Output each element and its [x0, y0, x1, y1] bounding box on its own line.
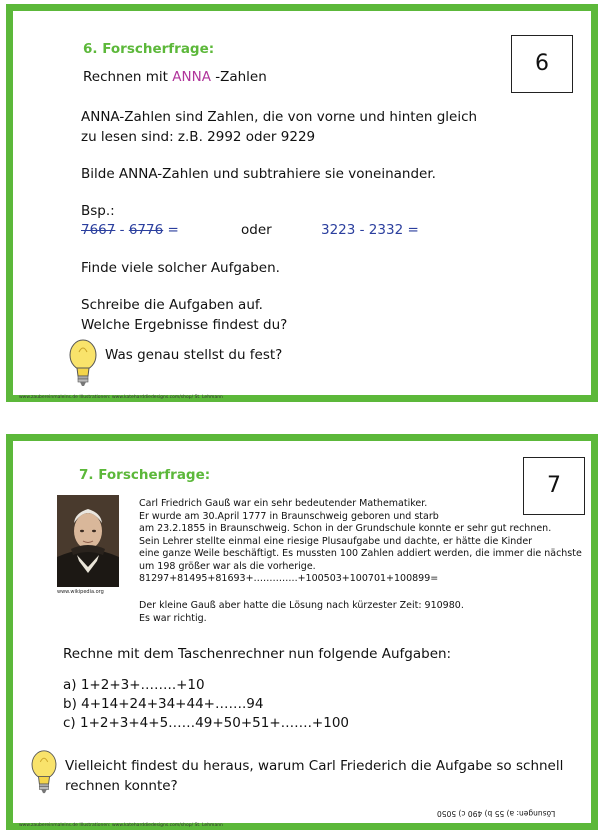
footer-credits: www.zaubereinmaleins.de Illustrationen: www.kateharddiedesigns.com/shop/ St. Lehmann [19, 823, 223, 828]
bio-line: 81297+81495+81693+…………..+100503+100701+100899= [139, 573, 439, 584]
example-1: 7667 - 6776 = [81, 222, 179, 238]
bio-correct: Es war richtig. [139, 612, 207, 624]
bio-line: Er wurde am 30.April 1777 in Braunschweig geboren und starb [139, 510, 439, 522]
question-line-1: Vielleicht findest du heraus, warum Carl Friederich die Aufgabe so schnell [65, 758, 564, 774]
task-find: Finde viele solcher Aufgaben. [81, 260, 280, 276]
task-item-a: a) 1+2+3+……..+10 [63, 677, 205, 693]
question: Was genau stellst du fest? [105, 347, 283, 363]
card-title: 7. Forscherfrage: [79, 467, 211, 483]
bio-line: Sein Lehrer stellte einmal eine riesige Plusaufgabe und dachte, er hätte die Kinder [139, 535, 533, 547]
card-title: 6. Forscherfrage: [83, 41, 215, 57]
bio-line: eine ganze Weile beschäftigt. Es mussten 100 Zahlen addiert werden, die immer die nächste [139, 548, 582, 559]
definition-line-2: zu lesen sind: z.B. 2992 oder 9229 [81, 129, 316, 145]
card-heading: Rechnen mit ANNA -Zahlen [83, 69, 267, 85]
lightbulb-icon [67, 338, 99, 388]
task-write-1: Schreibe die Aufgaben auf. [81, 297, 263, 313]
definition-line-1: ANNA-Zahlen sind Zahlen, die von vorne und hinten gleich [81, 109, 478, 125]
bio-solution: Der kleine Gauß aber hatte die Lösung nach kürzester Zeit: 910980. [139, 600, 464, 611]
question-line-2: rechnen konnte? [65, 778, 178, 794]
task-item-c: c) 1+2+3+4+5……49+50+51+…….+100 [63, 715, 350, 731]
task-write-2: Welche Ergebnisse findest du? [81, 317, 288, 333]
example-label: Bsp.: [81, 203, 115, 219]
gauss-portrait [57, 495, 119, 587]
example-or: oder [241, 222, 272, 238]
footer-credits: www.zaubereinmaleins.de Illustrationen: www.kateharddiedesigns.com/shop/ St. Lehmann [19, 395, 223, 400]
bio-line: am 23.2.1855 in Braunschweig. Schon in der Grundschule konnte er sehr gut rechnen. [139, 523, 552, 534]
card-number-box: 7 [523, 457, 585, 515]
task-calculator: Rechne mit dem Taschenrechner nun folgende Aufgaben: [63, 646, 452, 662]
card-6 [6, 4, 598, 402]
card-number-box: 6 [511, 35, 573, 93]
bio-line: Carl Friedrich Gauß war ein sehr bedeutender Mathematiker. [139, 498, 428, 509]
portrait-credit: www.wikipedia.org [57, 589, 104, 595]
card-7 [6, 434, 598, 830]
bio-line: um 198 größer war als die vorherige. [139, 560, 316, 572]
task-item-b: b) 4+14+24+34+44+…….94 [63, 696, 264, 712]
task-subtract: Bilde ANNA-Zahlen und subtrahiere sie voneinander. [81, 166, 436, 182]
lightbulb-icon [29, 749, 59, 795]
solutions-upside-down: Lösungen: a) 55 b) 490 c) 5050 [437, 809, 556, 818]
example-2: 3223 - 2332 = [321, 222, 419, 238]
